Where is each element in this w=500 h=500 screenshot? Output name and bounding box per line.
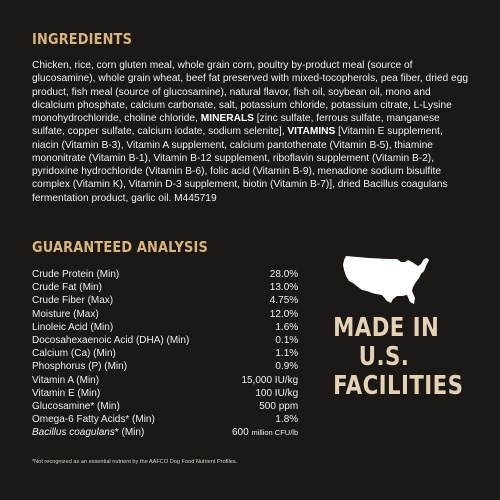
- nutrient-name: Crude Protein (Min): [32, 269, 120, 280]
- nutrient-value: 1.6%: [275, 321, 299, 333]
- ingredients-text-part-2: [zinc sulfate, ferrous sulfate, manganese sulfate, copper sulfate, calcium iodate, sodium selenite],: [32, 113, 440, 138]
- table-row: [32, 268, 298, 281]
- nutrient-value: 1.1%: [275, 348, 299, 360]
- bacillus-name-rest: * (Min): [114, 427, 145, 439]
- bacillus-unit: million CFU/lb: [251, 428, 299, 438]
- table-row: [32, 413, 298, 426]
- nutrient-value: 100 IU/kg: [255, 387, 299, 399]
- table-row: [32, 374, 298, 387]
- ingredients-text: [32, 59, 472, 205]
- nutrient-value: 0.1%: [275, 335, 299, 347]
- bacillus-name-italic: Bacillus coagulans: [32, 427, 115, 439]
- nutrient-name: Vitamin E (Min): [32, 387, 101, 399]
- table-row: [32, 360, 298, 373]
- nutrient-name: Vitamin A (Min): [32, 374, 100, 386]
- made-in-usa-badge: [333, 313, 464, 401]
- table-row: [32, 347, 298, 360]
- badge-line-2: U.S.: [358, 342, 410, 372]
- nutrient-name: Linoleic Acid (Min): [32, 321, 114, 333]
- nutrient-name: Phosphorus (P) (Min): [32, 361, 128, 373]
- nutrient-value: 500 ppm: [259, 401, 299, 413]
- nutrient-value: 4.75%: [269, 295, 299, 307]
- table-row: [32, 426, 298, 439]
- nutrient-name: [32, 426, 232, 439]
- table-row: [32, 281, 298, 294]
- table-row: [32, 334, 298, 347]
- nutrient-value: 1.8%: [275, 414, 299, 426]
- table-row: [32, 294, 298, 307]
- nutrient-name: Docosahexaenoic Acid (DHA) (Min): [32, 335, 190, 347]
- table-row: [32, 400, 298, 413]
- nutrient-value: 15,000 IU/kg: [241, 374, 299, 386]
- guaranteed-analysis-heading: GUARANTEED ANALYSIS: [32, 238, 208, 256]
- badge-line-1: MADE IN: [333, 313, 440, 343]
- nutrient-name: Crude Fiber (Max): [32, 295, 114, 307]
- nutrient-value: [232, 426, 298, 439]
- minerals-label: MINERALS: [200, 113, 254, 124]
- usa-map-icon: [341, 254, 431, 306]
- nutrient-name: Crude Fat (Min): [32, 282, 103, 294]
- vitamins-label: VITAMINS: [287, 126, 336, 138]
- badge-line-3: FACILITIES: [333, 371, 464, 401]
- nutrient-value: 0.9%: [275, 361, 299, 373]
- table-row: [32, 308, 298, 321]
- ingredients-text-part-3: [Vitamin E supplement, niacin (Vitamin B-3), Vitamin A supplement, calcium pantothenate (Vitamin B-5), thiamine mononitrate (Vitamin B-1), Vitamin B-12 supplement, riboflavin supplement (Vitamin B-2), pyridoxine hydrochloride (Vitamin B-6), folic acid (Vitamin B-9), menadione sodium bisulfite complex (Vitamin K), Vitamin D-3 supplement, biotin (Vitamin B-7)], dried Bacillus coagulans fermentation product, garlic oil. M445719: [32, 126, 448, 204]
- nutrient-value: 13.0%: [269, 282, 299, 294]
- nutrient-name: Moisture (Max): [32, 308, 99, 320]
- nutrient-name: Glucosamine* (Min): [32, 401, 120, 413]
- ingredients-text-part-1: Chicken, rice, corn gluten meal, whole grain corn, poultry by-product meal (source of glucosamine), whole grain wheat, beef fat preserved with mixed-tocopherols, pea fiber, dried egg product, fish meal (source of glucosamine), natural flavor, fish oil, soybean oil, mono and dicalcium phosphate, calcium carbonate, salt, potassium chloride, potassium citrate, L-Lysine monohydrochloride, choline chloride,: [32, 60, 469, 124]
- nutrient-value: 28.0%: [269, 269, 299, 280]
- nutrient-name: Calcium (Ca) (Min): [32, 348, 116, 360]
- ingredients-heading: INGREDIENTS: [32, 30, 133, 48]
- nutrient-value: 12.0%: [269, 308, 299, 320]
- table-row: [32, 321, 298, 334]
- bacillus-value: 600: [232, 427, 249, 439]
- nutrient-name: Omega-6 Fatty Acids* (Min): [32, 414, 155, 426]
- footnote: *Not recognized as an essential nutrient by the AAFCO Dog Food Nutrient Profiles.: [32, 459, 238, 465]
- guaranteed-analysis-table: [32, 268, 298, 440]
- table-row: [32, 387, 298, 400]
